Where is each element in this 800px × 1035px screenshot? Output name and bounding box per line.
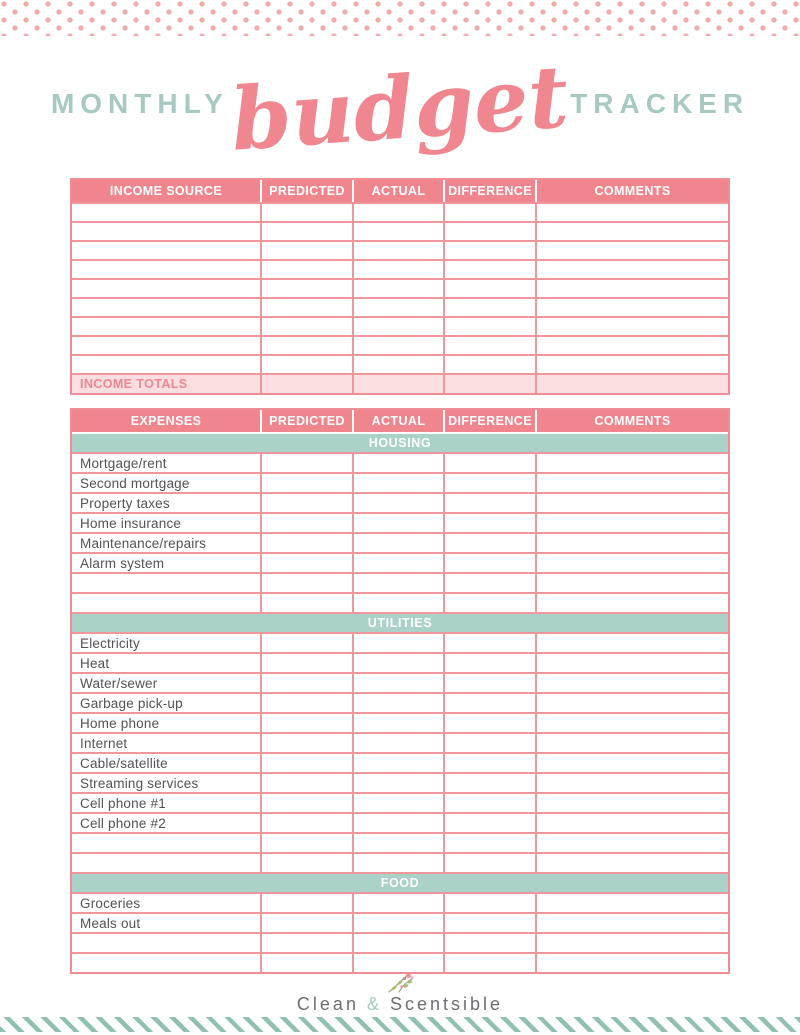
label-cell[interactable] bbox=[72, 318, 260, 335]
floral-sprig-icon bbox=[382, 970, 418, 994]
label-cell[interactable] bbox=[72, 299, 260, 316]
difference-cell[interactable] bbox=[443, 261, 535, 278]
actual-cell[interactable] bbox=[352, 574, 443, 592]
comments-cell[interactable] bbox=[535, 534, 728, 552]
table-row bbox=[72, 592, 728, 612]
row-label: Electricity bbox=[80, 635, 140, 651]
predicted-cell[interactable] bbox=[260, 894, 352, 912]
actual-cell[interactable] bbox=[352, 318, 443, 335]
row-label: Garbage pick-up bbox=[80, 695, 183, 711]
label-cell[interactable] bbox=[72, 204, 260, 221]
difference-cell[interactable] bbox=[443, 474, 535, 492]
table-row bbox=[72, 316, 728, 335]
difference-cell[interactable] bbox=[443, 714, 535, 732]
table-row bbox=[72, 297, 728, 316]
comments-cell[interactable] bbox=[535, 854, 728, 872]
income-totals-label: INCOME TOTALS bbox=[80, 377, 188, 391]
label-cell bbox=[72, 674, 260, 692]
table-row bbox=[72, 732, 728, 752]
actual-cell[interactable] bbox=[352, 934, 443, 952]
predicted-cell[interactable] bbox=[260, 261, 352, 278]
title-budget-script: budget bbox=[227, 46, 572, 171]
predicted-cell[interactable] bbox=[260, 474, 352, 492]
difference-cell[interactable] bbox=[443, 734, 535, 752]
predicted-cell[interactable] bbox=[260, 337, 352, 354]
row-label: Cell phone #2 bbox=[80, 815, 166, 831]
row-label: Alarm system bbox=[80, 555, 165, 571]
predicted-cell[interactable] bbox=[260, 454, 352, 472]
difference-cell[interactable] bbox=[443, 914, 535, 932]
comments-cell[interactable] bbox=[535, 774, 728, 792]
actual-cell[interactable] bbox=[352, 494, 443, 512]
table-row bbox=[72, 202, 728, 221]
actual-cell[interactable] bbox=[352, 694, 443, 712]
comments-cell[interactable] bbox=[535, 375, 728, 393]
label-cell bbox=[72, 454, 260, 472]
section-header-housing: HOUSING bbox=[72, 432, 728, 452]
predicted-cell[interactable] bbox=[260, 534, 352, 552]
difference-cell[interactable] bbox=[443, 375, 535, 393]
difference-cell[interactable] bbox=[443, 356, 535, 373]
difference-cell[interactable] bbox=[443, 774, 535, 792]
label-cell bbox=[72, 694, 260, 712]
income-totals-row bbox=[72, 373, 728, 393]
table-row bbox=[72, 832, 728, 852]
actual-cell[interactable] bbox=[352, 914, 443, 932]
predicted-cell[interactable] bbox=[260, 514, 352, 532]
table-row bbox=[72, 472, 728, 492]
actual-cell[interactable] bbox=[352, 554, 443, 572]
table-row bbox=[72, 892, 728, 912]
section-header-food: FOOD bbox=[72, 872, 728, 892]
label-cell bbox=[72, 534, 260, 552]
comments-cell[interactable] bbox=[535, 554, 728, 572]
predicted-cell[interactable] bbox=[260, 554, 352, 572]
comments-cell[interactable] bbox=[535, 223, 728, 240]
difference-cell[interactable] bbox=[443, 280, 535, 297]
predicted-cell[interactable] bbox=[260, 814, 352, 832]
predicted-cell[interactable] bbox=[260, 204, 352, 221]
predicted-cell[interactable] bbox=[260, 654, 352, 672]
actual-cell[interactable] bbox=[352, 261, 443, 278]
actual-cell[interactable] bbox=[352, 774, 443, 792]
actual-cell[interactable] bbox=[352, 356, 443, 373]
table-row bbox=[72, 452, 728, 472]
comments-cell[interactable] bbox=[535, 356, 728, 373]
label-cell bbox=[72, 714, 260, 732]
label-cell bbox=[72, 474, 260, 492]
column-header-difference: DIFFERENCE bbox=[443, 410, 535, 432]
predicted-cell[interactable] bbox=[260, 754, 352, 772]
comments-cell[interactable] bbox=[535, 894, 728, 912]
logo-wordmark bbox=[0, 995, 800, 1013]
row-label: Cable/satellite bbox=[80, 755, 168, 771]
logo-word-scentsible: Scentsible bbox=[390, 994, 504, 1014]
actual-cell[interactable] bbox=[352, 454, 443, 472]
table-row bbox=[72, 852, 728, 872]
column-header-comments: COMMENTS bbox=[535, 410, 728, 432]
difference-cell[interactable] bbox=[443, 514, 535, 532]
label-cell bbox=[72, 814, 260, 832]
table-row bbox=[72, 792, 728, 812]
difference-cell[interactable] bbox=[443, 694, 535, 712]
page-title bbox=[0, 40, 800, 171]
diagonal-stripe-border bbox=[0, 1017, 800, 1032]
table-row bbox=[72, 692, 728, 712]
comments-cell[interactable] bbox=[535, 494, 728, 512]
table-row bbox=[72, 912, 728, 932]
comments-cell[interactable] bbox=[535, 934, 728, 952]
predicted-cell[interactable] bbox=[260, 574, 352, 592]
row-label: Cell phone #1 bbox=[80, 795, 166, 811]
income-table bbox=[70, 178, 730, 395]
label-cell[interactable] bbox=[72, 223, 260, 240]
table-row bbox=[72, 772, 728, 792]
actual-cell[interactable] bbox=[352, 854, 443, 872]
column-header-actual: ACTUAL bbox=[352, 410, 443, 432]
difference-cell[interactable] bbox=[443, 834, 535, 852]
actual-cell[interactable] bbox=[352, 654, 443, 672]
difference-cell[interactable] bbox=[443, 299, 535, 316]
expense-table-body bbox=[72, 432, 728, 972]
comments-cell[interactable] bbox=[535, 299, 728, 316]
predicted-cell[interactable] bbox=[260, 914, 352, 932]
expense-table-header bbox=[72, 410, 728, 432]
actual-cell[interactable] bbox=[352, 534, 443, 552]
footer-logo bbox=[0, 970, 800, 1013]
actual-cell[interactable] bbox=[352, 834, 443, 852]
column-header-comments: COMMENTS bbox=[535, 180, 728, 202]
difference-cell[interactable] bbox=[443, 634, 535, 652]
title-tracker: TRACKER bbox=[570, 88, 750, 119]
table-row bbox=[72, 354, 728, 373]
actual-cell[interactable] bbox=[352, 674, 443, 692]
predicted-cell[interactable] bbox=[260, 494, 352, 512]
label-cell bbox=[72, 914, 260, 932]
column-header-income-source: INCOME SOURCE bbox=[109, 184, 223, 198]
comments-cell[interactable] bbox=[535, 734, 728, 752]
income-totals-label-cell bbox=[72, 375, 260, 393]
column-header-expenses: EXPENSES bbox=[130, 414, 202, 428]
label-cell[interactable] bbox=[72, 261, 260, 278]
predicted-cell[interactable] bbox=[260, 318, 352, 335]
table-row bbox=[72, 652, 728, 672]
predicted-cell[interactable] bbox=[260, 634, 352, 652]
predicted-cell[interactable] bbox=[260, 356, 352, 373]
row-label: Internet bbox=[80, 735, 128, 751]
comments-cell[interactable] bbox=[535, 674, 728, 692]
label-cell bbox=[72, 654, 260, 672]
difference-cell[interactable] bbox=[443, 674, 535, 692]
comments-cell[interactable] bbox=[535, 634, 728, 652]
table-row bbox=[72, 278, 728, 297]
predicted-cell[interactable] bbox=[260, 299, 352, 316]
comments-cell[interactable] bbox=[535, 337, 728, 354]
difference-cell[interactable] bbox=[443, 337, 535, 354]
polka-dot-border bbox=[0, 0, 800, 36]
label-cell bbox=[72, 754, 260, 772]
row-label: Water/sewer bbox=[80, 675, 158, 691]
actual-cell[interactable] bbox=[352, 280, 443, 297]
comments-cell[interactable] bbox=[535, 594, 728, 612]
predicted-cell[interactable] bbox=[260, 714, 352, 732]
actual-cell[interactable] bbox=[352, 375, 443, 393]
comments-cell[interactable] bbox=[535, 814, 728, 832]
table-row bbox=[72, 492, 728, 512]
predicted-cell[interactable] bbox=[260, 854, 352, 872]
comments-cell[interactable] bbox=[535, 714, 728, 732]
actual-cell[interactable] bbox=[352, 204, 443, 221]
actual-cell[interactable] bbox=[352, 474, 443, 492]
difference-cell[interactable] bbox=[443, 594, 535, 612]
difference-cell[interactable] bbox=[443, 754, 535, 772]
expense-table bbox=[70, 408, 730, 974]
difference-cell[interactable] bbox=[443, 318, 535, 335]
actual-cell[interactable] bbox=[352, 223, 443, 240]
predicted-cell[interactable] bbox=[260, 834, 352, 852]
title-monthly: MONTHLY bbox=[50, 88, 229, 119]
row-label: Groceries bbox=[80, 895, 141, 911]
table-row bbox=[72, 221, 728, 240]
difference-cell[interactable] bbox=[443, 454, 535, 472]
column-header-predicted: PREDICTED bbox=[260, 180, 352, 202]
row-label: Second mortgage bbox=[80, 475, 190, 491]
difference-cell[interactable] bbox=[443, 654, 535, 672]
table-row bbox=[72, 512, 728, 532]
table-row bbox=[72, 572, 728, 592]
logo-ampersand: & bbox=[366, 994, 382, 1014]
table-row bbox=[72, 712, 728, 732]
comments-cell[interactable] bbox=[535, 654, 728, 672]
predicted-cell[interactable] bbox=[260, 934, 352, 952]
table-row bbox=[72, 632, 728, 652]
table-row bbox=[72, 240, 728, 259]
logo-word-clean: Clean bbox=[296, 994, 359, 1014]
predicted-cell[interactable] bbox=[260, 280, 352, 297]
row-label: Mortgage/rent bbox=[80, 455, 167, 471]
difference-cell[interactable] bbox=[443, 223, 535, 240]
actual-cell[interactable] bbox=[352, 794, 443, 812]
label-cell[interactable] bbox=[72, 854, 260, 872]
difference-cell[interactable] bbox=[443, 534, 535, 552]
label-cell bbox=[72, 774, 260, 792]
difference-cell[interactable] bbox=[443, 934, 535, 952]
actual-cell[interactable] bbox=[352, 634, 443, 652]
label-cell bbox=[72, 734, 260, 752]
label-cell bbox=[72, 554, 260, 572]
row-label: Streaming services bbox=[80, 775, 199, 791]
label-cell[interactable] bbox=[72, 242, 260, 259]
difference-cell[interactable] bbox=[443, 204, 535, 221]
label-cell bbox=[72, 494, 260, 512]
predicted-cell[interactable] bbox=[260, 794, 352, 812]
comments-cell[interactable] bbox=[535, 318, 728, 335]
label-cell[interactable] bbox=[72, 834, 260, 852]
comments-cell[interactable] bbox=[535, 694, 728, 712]
label-cell[interactable] bbox=[72, 574, 260, 592]
label-cell[interactable] bbox=[72, 594, 260, 612]
difference-cell[interactable] bbox=[443, 894, 535, 912]
table-row bbox=[72, 952, 728, 972]
table-row bbox=[72, 335, 728, 354]
difference-cell[interactable] bbox=[443, 574, 535, 592]
predicted-cell[interactable] bbox=[260, 674, 352, 692]
actual-cell[interactable] bbox=[352, 894, 443, 912]
column-header-actual: ACTUAL bbox=[352, 180, 443, 202]
difference-cell[interactable] bbox=[443, 554, 535, 572]
row-label: Home phone bbox=[80, 715, 160, 731]
comments-cell[interactable] bbox=[535, 514, 728, 532]
difference-cell[interactable] bbox=[443, 494, 535, 512]
actual-cell[interactable] bbox=[352, 594, 443, 612]
actual-cell[interactable] bbox=[352, 299, 443, 316]
comments-cell[interactable] bbox=[535, 754, 728, 772]
actual-cell[interactable] bbox=[352, 337, 443, 354]
difference-cell[interactable] bbox=[443, 242, 535, 259]
comments-cell[interactable] bbox=[535, 794, 728, 812]
row-label: Heat bbox=[80, 655, 110, 671]
predicted-cell[interactable] bbox=[260, 242, 352, 259]
difference-cell[interactable] bbox=[443, 794, 535, 812]
row-label: Home insurance bbox=[80, 515, 182, 531]
predicted-cell[interactable] bbox=[260, 774, 352, 792]
actual-cell[interactable] bbox=[352, 714, 443, 732]
label-cell bbox=[72, 794, 260, 812]
comments-cell[interactable] bbox=[535, 242, 728, 259]
difference-cell[interactable] bbox=[443, 814, 535, 832]
label-cell[interactable] bbox=[72, 280, 260, 297]
comments-cell[interactable] bbox=[535, 454, 728, 472]
table-row bbox=[72, 812, 728, 832]
table-row bbox=[72, 932, 728, 952]
predicted-cell[interactable] bbox=[260, 734, 352, 752]
row-label: Property taxes bbox=[80, 495, 170, 511]
income-table-header bbox=[72, 180, 728, 202]
row-label: Maintenance/repairs bbox=[80, 535, 207, 551]
label-cell bbox=[72, 514, 260, 532]
table-row bbox=[72, 752, 728, 772]
comments-cell[interactable] bbox=[535, 834, 728, 852]
actual-cell[interactable] bbox=[352, 754, 443, 772]
predicted-cell[interactable] bbox=[260, 694, 352, 712]
table-row bbox=[72, 259, 728, 278]
column-header-difference: DIFFERENCE bbox=[443, 180, 535, 202]
label-cell[interactable] bbox=[72, 337, 260, 354]
column-header-predicted: PREDICTED bbox=[260, 410, 352, 432]
label-cell bbox=[72, 634, 260, 652]
table-row bbox=[72, 552, 728, 572]
difference-cell[interactable] bbox=[443, 854, 535, 872]
table-row bbox=[72, 532, 728, 552]
actual-cell[interactable] bbox=[352, 242, 443, 259]
income-table-body bbox=[72, 202, 728, 373]
comments-cell[interactable] bbox=[535, 914, 728, 932]
actual-cell[interactable] bbox=[352, 734, 443, 752]
comments-cell[interactable] bbox=[535, 280, 728, 297]
section-header-utilities: UTILITIES bbox=[72, 612, 728, 632]
actual-cell[interactable] bbox=[352, 514, 443, 532]
row-label: Meals out bbox=[80, 915, 141, 931]
comments-cell[interactable] bbox=[535, 204, 728, 221]
comments-cell[interactable] bbox=[535, 261, 728, 278]
label-cell[interactable] bbox=[72, 934, 260, 952]
label-cell[interactable] bbox=[72, 356, 260, 373]
predicted-cell[interactable] bbox=[260, 223, 352, 240]
label-cell bbox=[72, 894, 260, 912]
comments-cell[interactable] bbox=[535, 574, 728, 592]
predicted-cell[interactable] bbox=[260, 375, 352, 393]
table-row bbox=[72, 672, 728, 692]
actual-cell[interactable] bbox=[352, 814, 443, 832]
comments-cell[interactable] bbox=[535, 474, 728, 492]
predicted-cell[interactable] bbox=[260, 594, 352, 612]
